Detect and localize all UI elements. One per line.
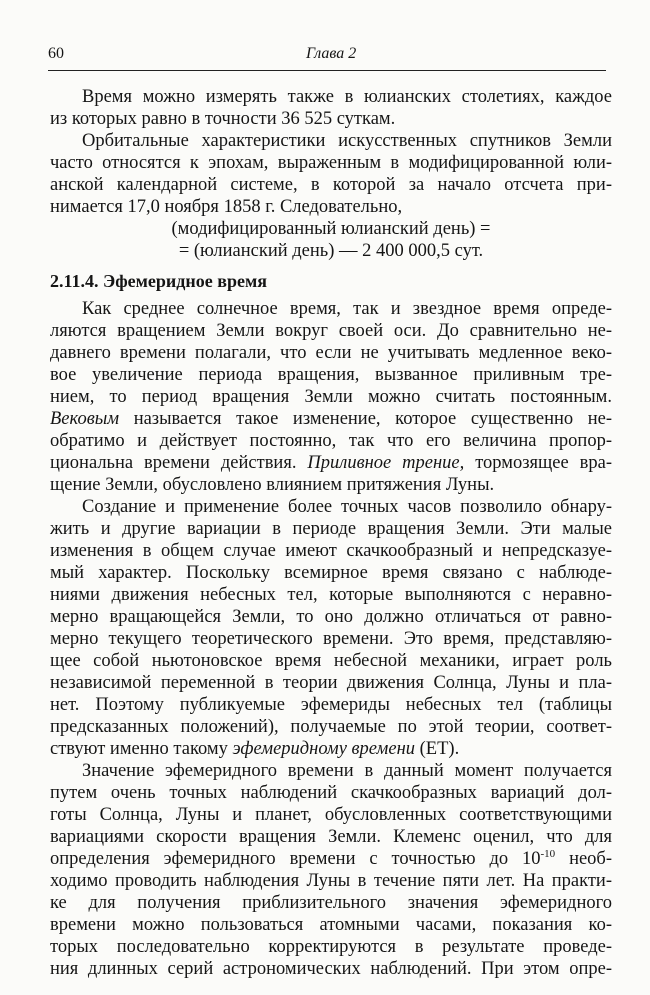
text-line: ке для получения приблизительного значения эфемеридного	[50, 893, 612, 913]
formula-line: (модифицированный юлианский день) =	[171, 219, 491, 239]
formula-line: = (юлианский день) — 2 400 000,5 сут.	[178, 241, 484, 261]
text-line: предсказанных положений), получаемые по этой теории, соответ-	[50, 717, 612, 737]
text-line: готы Солнца, Луны и планет, обусловленных соответствующими	[50, 805, 612, 825]
text-line: нием, то период вращения Земли можно считать постоянным.	[50, 387, 612, 407]
text-line: Как среднее солнечное время, так и звездное время опреде-	[82, 299, 612, 319]
text-line: Время можно измерять также в юлианских столетиях, каждое	[82, 87, 612, 107]
text-line: ствуют именно такому эфемеридному времени (ЕТ).	[50, 739, 460, 759]
text-line: мерно текущего теоретического времени. Это время, представляю-	[50, 629, 612, 649]
text-line: нет. Поэтому публикуемые эфемериды небесных тел (таблицы	[50, 695, 612, 715]
text-line: изменения в общем случае имеют скачкообразный и непредсказуе-	[50, 541, 612, 561]
text-line: из которых равно в точности 36 525 суткам.	[50, 109, 396, 129]
text-line: ниями движения небесных тел, которые выполняются с неравно-	[50, 585, 612, 605]
italic-term: эфемеридному времени	[232, 739, 416, 759]
text-line: ляются вращением Земли вокруг своей оси. До сравнительно не-	[50, 321, 612, 341]
text-line: щее собой ньютоновское время небесной механики, играет роль	[50, 651, 612, 671]
text-line: Создание и применение более точных часов позволило обнару-	[82, 497, 612, 517]
text-line: щение Земли, обусловлено влиянием притяжения Луны.	[50, 475, 495, 495]
text-line: мый характер. Поскольку всемирное время связано с наблюде-	[50, 563, 612, 583]
text-line: мерно вращающейся Земли, то оно должно отличаться от равно-	[50, 607, 612, 627]
text-line: нимается 17,0 ноября 1858 г. Следовательно,	[50, 197, 403, 217]
text-line: времени можно пользоваться атомными часами, показания ко-	[50, 915, 612, 935]
text-line: вое увеличение периода вращения, вызванное приливным тре-	[50, 365, 612, 385]
running-header: Глава 2	[306, 45, 357, 62]
section-heading: 2.11.4. Эфемеридное время	[50, 271, 267, 291]
text-line: циональна времени действия. Приливное трение, тормозящее вра-	[50, 453, 612, 473]
text-line: жить и другие вариации в периоде вращения Земли. Эти малые	[50, 519, 612, 539]
text-line: Значение эфемеридного времени в данный момент получается	[82, 761, 612, 781]
text-line: определения эфемеридного времени с точностью до $10^{-10}$ необ-	[50, 848, 612, 869]
text-line: вариациями скорости вращения Земли. Клеменс оценил, что для	[50, 827, 612, 847]
header-rule	[48, 70, 606, 71]
text-line: Орбитальные характеристики искусственных спутников Земли	[82, 131, 612, 151]
text-line: торых последовательно корректируются в результате проведе-	[50, 937, 612, 957]
exponent: -10	[540, 848, 556, 860]
italic-term: Вековым	[50, 409, 120, 429]
text-line: давнего времени полагали, что если не учитывать медленное веко-	[50, 343, 612, 363]
text-line: независимой переменной в теории движения Солнца, Луны и пла-	[50, 673, 612, 693]
italic-term: Приливное трение,	[307, 453, 465, 473]
text-line: путем очень точных наблюдений скачкообразных вариаций дол-	[50, 783, 612, 803]
text-line: ния длинных серий астрономических наблюдений. При этом опре-	[50, 959, 612, 979]
text-line: Вековым называется такое изменение, которое существенно не-	[50, 409, 613, 429]
page-number: 60	[48, 45, 64, 62]
text-line: анской календарной системе, в которой за начало отсчета при-	[50, 175, 612, 195]
text-line: обратимо и действует постоянно, так что его величина пропор-	[50, 431, 612, 451]
text-line: ходимо проводить наблюдения Луны в течение пяти лет. На практи-	[50, 871, 612, 891]
text-line: часто относятся к эпохам, выраженным в модифицированной юли-	[50, 153, 612, 173]
